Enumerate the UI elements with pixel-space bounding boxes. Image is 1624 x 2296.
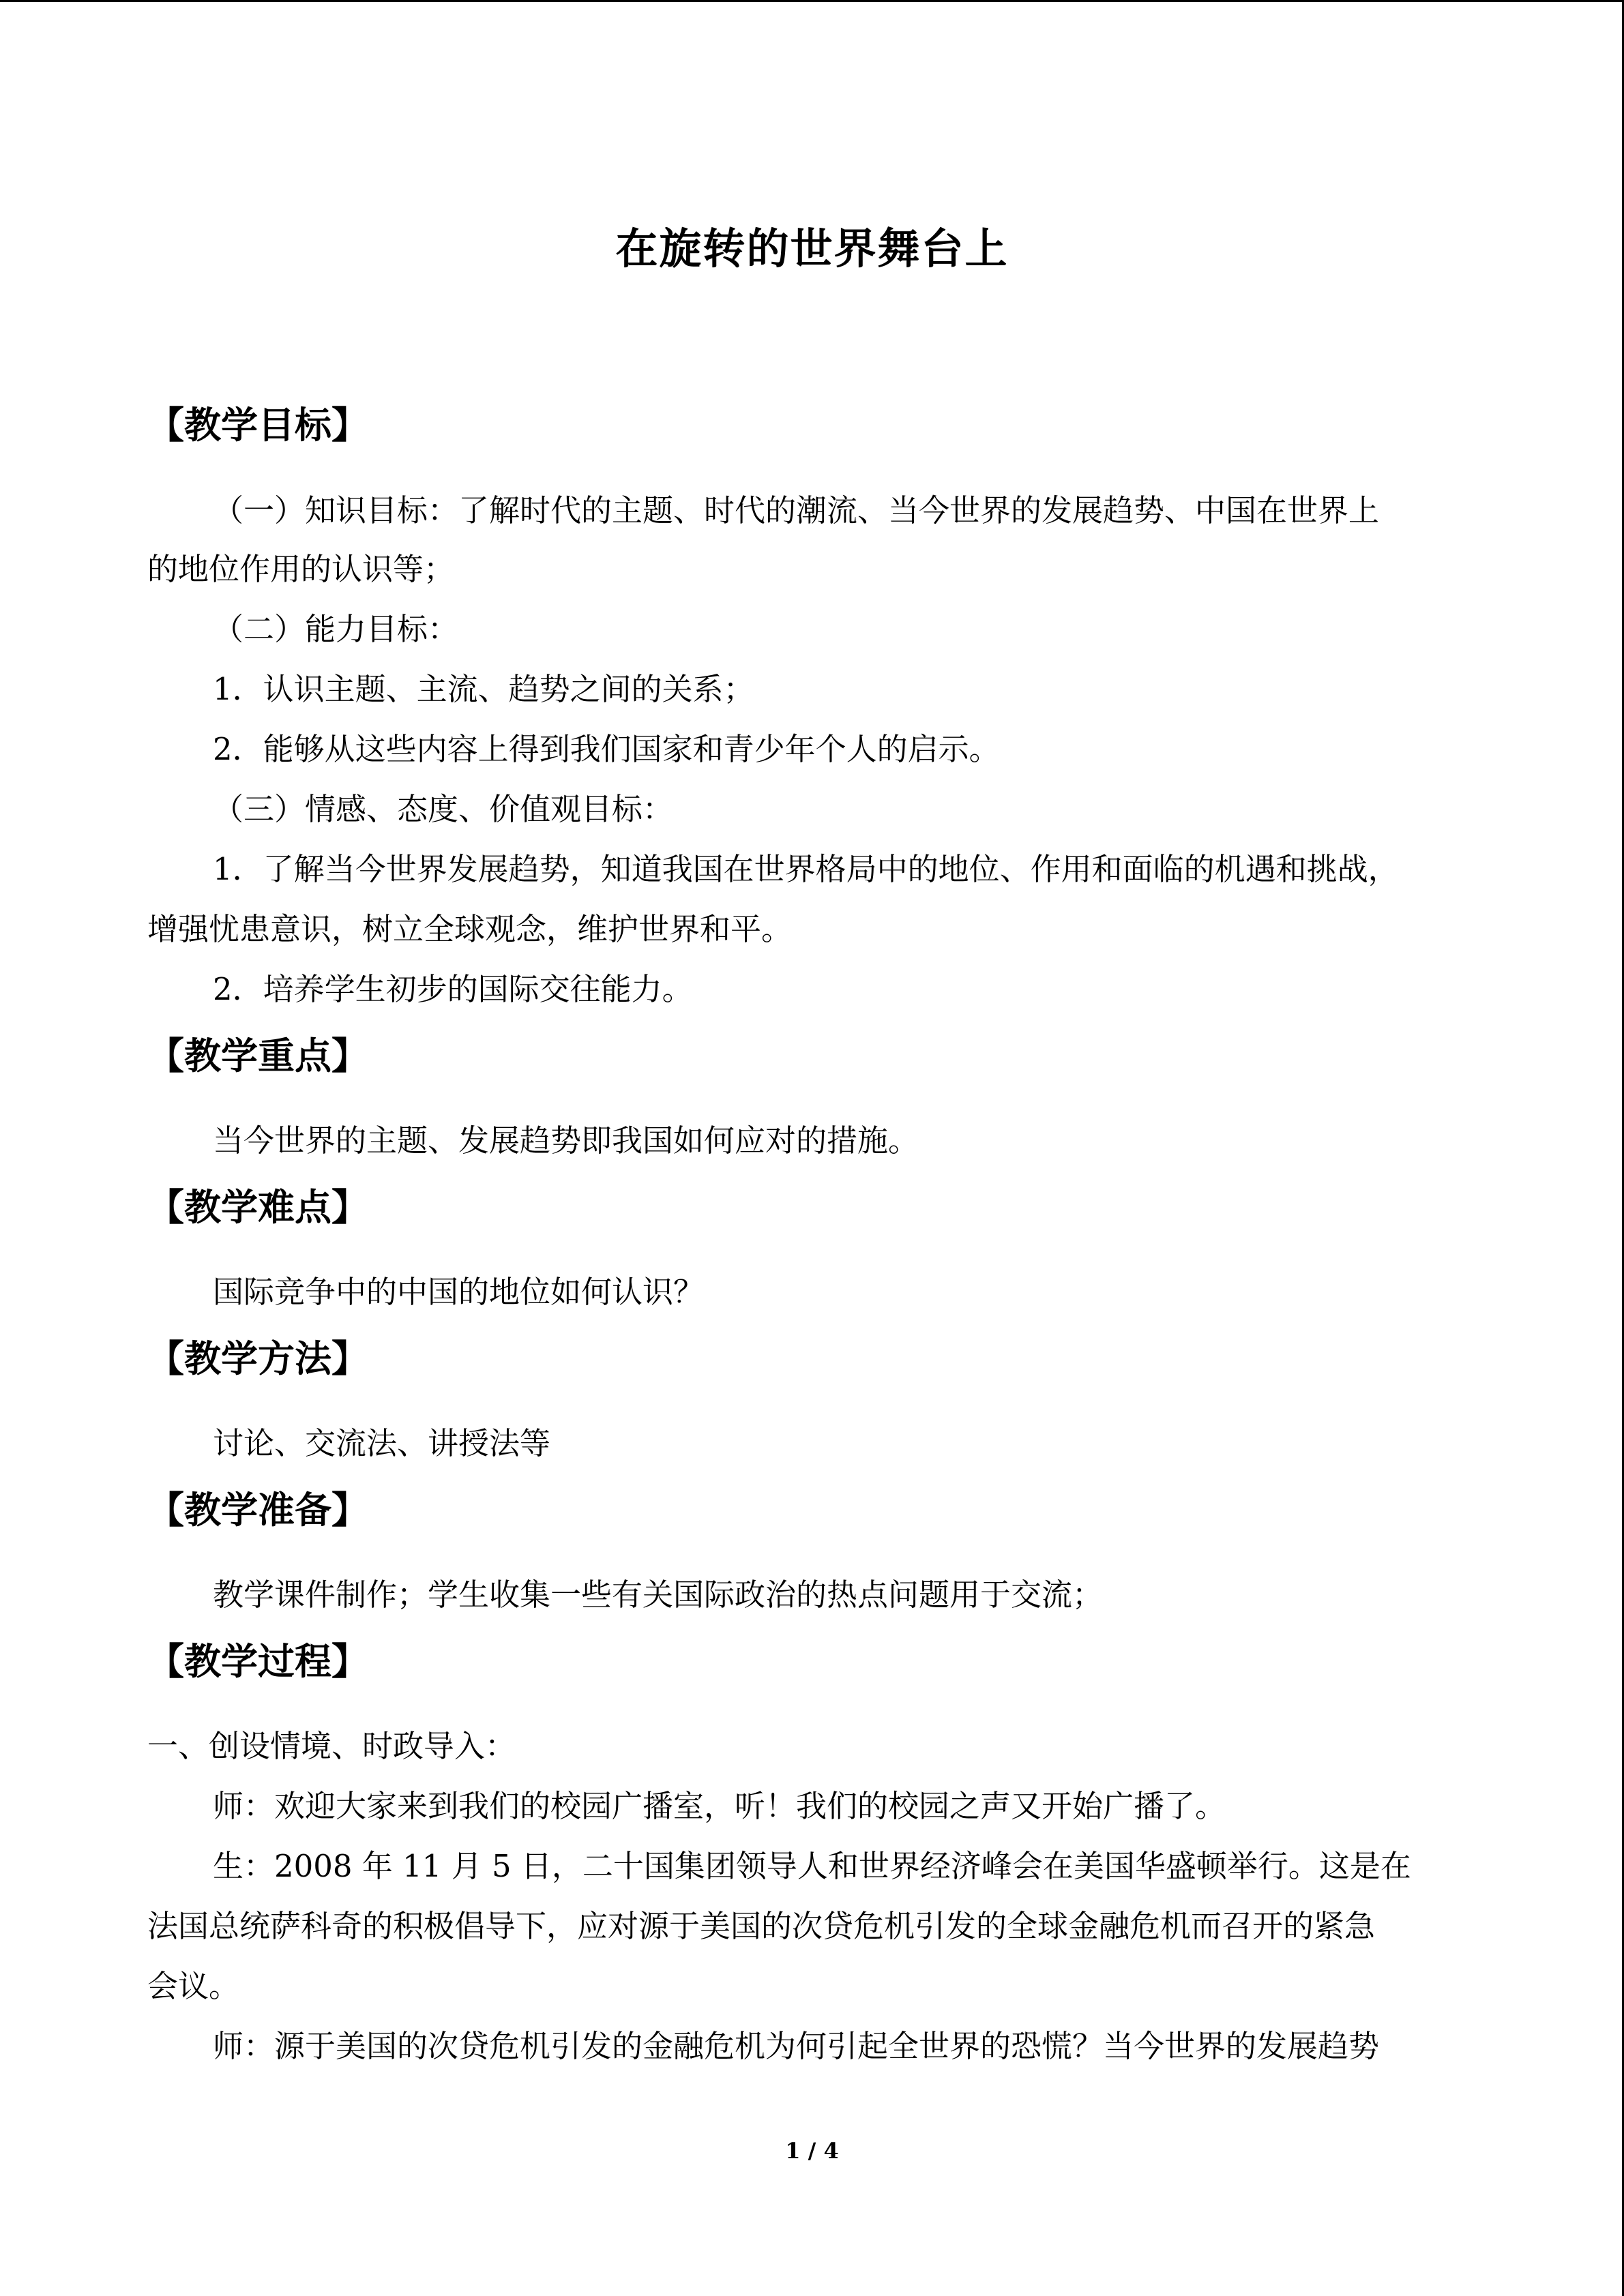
difficulties-line-1: 国际竞争中的中国的地位如何认识？ [213, 1274, 705, 1310]
document-title: 在旋转的世界舞台上 [615, 224, 1009, 273]
goals-line-4: 1．认识主题、主流、趋势之间的关系； [213, 671, 754, 707]
process-line-3: 生：2008 年 11 月 5 日，二十国集团领导人和世界经济峰会在美国华盛顿举行。这是在 [213, 1848, 1411, 1884]
section-heading-goals: 【教学目标】 [147, 403, 368, 447]
goals-line-3: （二）能力目标： [213, 611, 459, 647]
goals-line-2: 的地位作用的认识等； [147, 551, 455, 587]
goals-line-9: 2．培养学生初步的国际交往能力。 [213, 971, 693, 1007]
page-number: 1 / 4 [785, 2138, 839, 2164]
goals-line-5: 2．能够从这些内容上得到我们国家和青少年个人的启示。 [213, 731, 1000, 767]
goals-line-7: 1．了解当今世界发展趋势，知道我国在世界格局中的地位、作用和面临的机遇和挑战， [213, 851, 1399, 887]
goals-line-6: （三）情感、态度、价值观目标： [213, 791, 674, 827]
goals-line-8: 增强忧患意识，树立全球观念，维护世界和平。 [147, 911, 793, 947]
section-heading-process: 【教学过程】 [147, 1639, 368, 1683]
section-heading-key-points: 【教学重点】 [147, 1034, 368, 1077]
process-line-6: 师：源于美国的次贷危机引发的金融危机为何引起全世界的恐慌？当今世界的发展趋势 [213, 2028, 1380, 2064]
process-line-2: 师：欢迎大家来到我们的校园广播室，听！我们的校园之声又开始广播了。 [213, 1788, 1226, 1824]
preparation-line-1: 教学课件制作；学生收集一些有关国际政治的热点问题用于交流； [213, 1577, 1104, 1613]
section-heading-preparation: 【教学准备】 [147, 1488, 368, 1532]
process-line-1: 一、创设情境、时政导入： [147, 1728, 516, 1764]
section-heading-difficulties: 【教学难点】 [147, 1185, 368, 1229]
goals-line-1: （一）知识目标：了解时代的主题、时代的潮流、当今世界的发展趋势、中国在世界上 [213, 492, 1380, 528]
process-line-5: 会议。 [147, 1968, 240, 2004]
process-line-4: 法国总统萨科奇的积极倡导下，应对源于美国的次贷危机引发的全球金融危机而召开的紧急 [147, 1908, 1376, 1944]
methods-line-1: 讨论、交流法、讲授法等 [213, 1425, 551, 1461]
key-points-line-1: 当今世界的主题、发展趋势即我国如何应对的措施。 [213, 1122, 919, 1159]
section-heading-methods: 【教学方法】 [147, 1337, 368, 1380]
